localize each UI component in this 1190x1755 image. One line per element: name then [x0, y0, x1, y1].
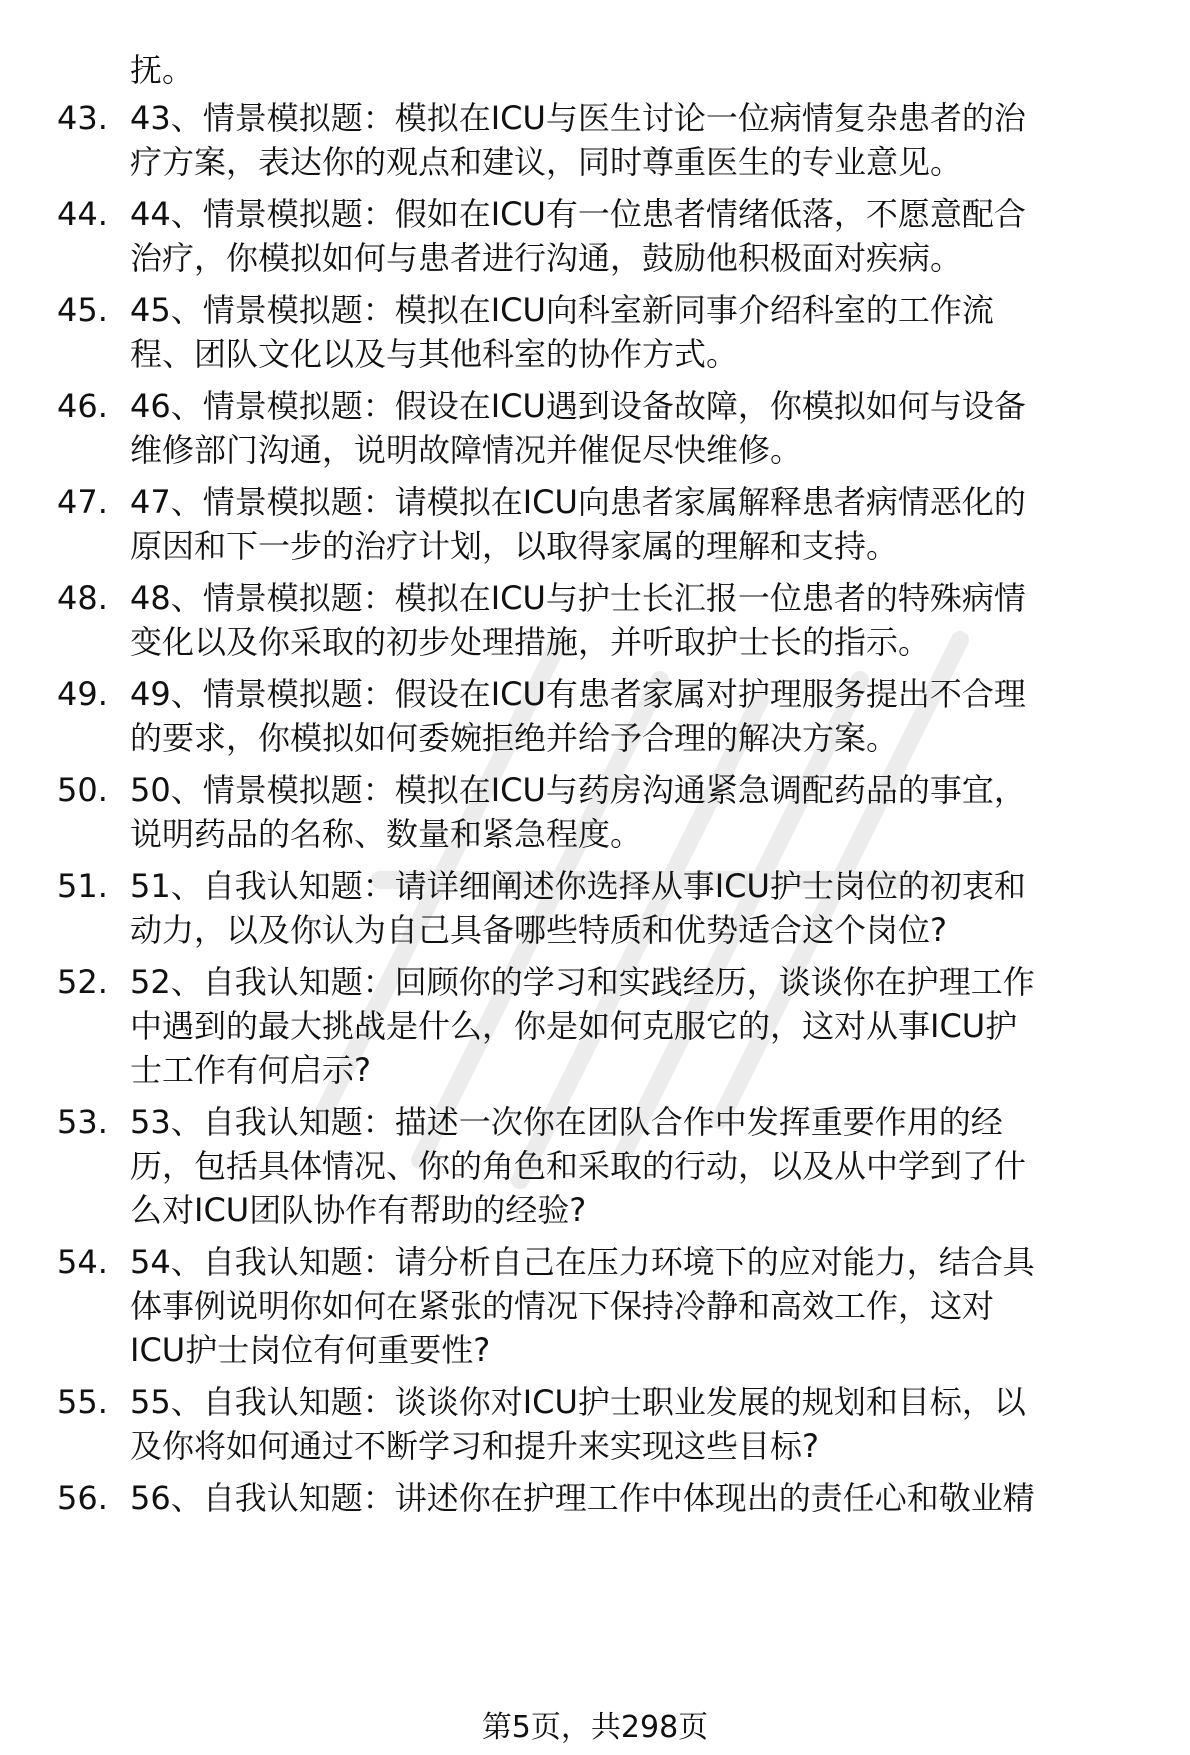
question-text-line: 44、情景模拟题：假如在ICU有一位患者情绪低落，不愿意配合 — [130, 195, 1026, 233]
question-number: 43. — [57, 99, 108, 137]
question-text-line: 46、情景模拟题：假设在ICU遇到设备故障，你模拟如何与设备 — [130, 387, 1026, 425]
question-text — [130, 1476, 1160, 1520]
question-text-line: 48、情景模拟题：模拟在ICU与护士长汇报一位患者的特殊病情 — [130, 579, 1026, 617]
question-text-line: 47、情景模拟题：请模拟在ICU向患者家属解释患者病情恶化的 — [130, 483, 1026, 521]
question-text-line: 么对ICU团队协作有帮助的经验? — [130, 1191, 587, 1229]
question-number: 51. — [57, 867, 108, 905]
page-footer: 第5页，共298页 — [481, 1710, 709, 1745]
question-text — [130, 96, 1160, 184]
question-text-line: 维修部门沟通，说明故障情况并催促尽快维修。 — [130, 431, 803, 469]
question-text — [130, 1380, 1160, 1468]
question-text-line: 历，包括具体情况、你的角色和采取的行动，以及从中学到了什 — [130, 1147, 1027, 1185]
question-text-line: 动力，以及你认为自己具备哪些特质和优势适合这个岗位? — [130, 911, 947, 949]
question-text — [130, 576, 1160, 664]
question-number: 54. — [57, 1243, 108, 1281]
question-text — [130, 960, 1160, 1092]
question-text-line: 中遇到的最大挑战是什么，你是如何克服它的，这对从事ICU护 — [130, 1007, 1018, 1045]
question-number: 53. — [57, 1103, 108, 1141]
question-number: 48. — [57, 579, 108, 617]
question-text — [130, 192, 1160, 280]
question-text-line: 53、自我认知题：描述一次你在团队合作中发挥重要作用的经 — [130, 1103, 1003, 1141]
question-text-line: 士工作有何启示? — [130, 1051, 371, 1089]
question-text-line: 43、情景模拟题：模拟在ICU与医生讨论一位病情复杂患者的治 — [130, 99, 1026, 137]
question-text-line: 治疗，你模拟如何与患者进行沟通，鼓励他积极面对疾病。 — [130, 239, 963, 277]
question-text-line: 疗方案，表达你的观点和建议，同时尊重医生的专业意见。 — [130, 143, 963, 181]
question-text — [130, 672, 1160, 760]
question-number: 45. — [57, 291, 108, 329]
question-text-line: 49、情景模拟题：假设在ICU有患者家属对护理服务提出不合理 — [130, 675, 1026, 713]
question-text-line: ICU护士岗位有何重要性? — [130, 1331, 491, 1369]
question-text — [130, 768, 1160, 856]
question-number: 44. — [57, 195, 108, 233]
question-text-line: 原因和下一步的治疗计划，以取得家属的理解和支持。 — [130, 527, 899, 565]
question-number: 52. — [57, 963, 108, 1001]
question-text-line: 说明药品的名称、数量和紧急程度。 — [130, 815, 643, 853]
question-text-line: 的要求，你模拟如何委婉拒绝并给予合理的解决方案。 — [130, 719, 899, 757]
question-number: 46. — [57, 387, 108, 425]
question-text — [130, 384, 1160, 472]
question-text-line: 54、自我认知题：请分析自己在压力环境下的应对能力，结合具 — [130, 1243, 1035, 1281]
question-text — [130, 1100, 1160, 1232]
question-number: 50. — [57, 771, 108, 809]
question-text-line: 体事例说明你如何在紧张的情况下保持冷静和高效工作，这对 — [130, 1287, 995, 1325]
question-number: 49. — [57, 675, 108, 713]
question-text — [130, 864, 1160, 952]
question-text-line: 55、自我认知题：谈谈你对ICU护士职业发展的规划和目标，以 — [130, 1383, 1026, 1421]
question-text — [130, 1240, 1160, 1372]
question-number: 56. — [57, 1479, 108, 1517]
question-text-line: 程、团队文化以及与其他科室的协作方式。 — [130, 335, 739, 373]
question-text-line: 52、自我认知题：回顾你的学习和实践经历，谈谈你在护理工作 — [130, 963, 1035, 1001]
carryover-text: 抚。 — [130, 51, 195, 89]
question-number: 55. — [57, 1383, 108, 1421]
question-text — [130, 288, 1160, 376]
question-text-line: 及你将如何通过不断学习和提升来实现这些目标? — [130, 1427, 819, 1465]
question-text-line: 45、情景模拟题：模拟在ICU向科室新同事介绍科室的工作流 — [130, 291, 994, 329]
question-text-line: 变化以及你采取的初步处理措施，并听取护士长的指示。 — [130, 623, 931, 661]
question-text-line: 56、自我认知题：讲述你在护理工作中体现出的责任心和敬业精 — [130, 1479, 1035, 1517]
question-text-line: 51、自我认知题：请详细阐述你选择从事ICU护士岗位的初衷和 — [130, 867, 1026, 905]
question-text — [130, 480, 1160, 568]
question-text-line: 50、情景模拟题：模拟在ICU与药房沟通紧急调配药品的事宜， — [130, 771, 1026, 809]
question-number: 47. — [57, 483, 108, 521]
